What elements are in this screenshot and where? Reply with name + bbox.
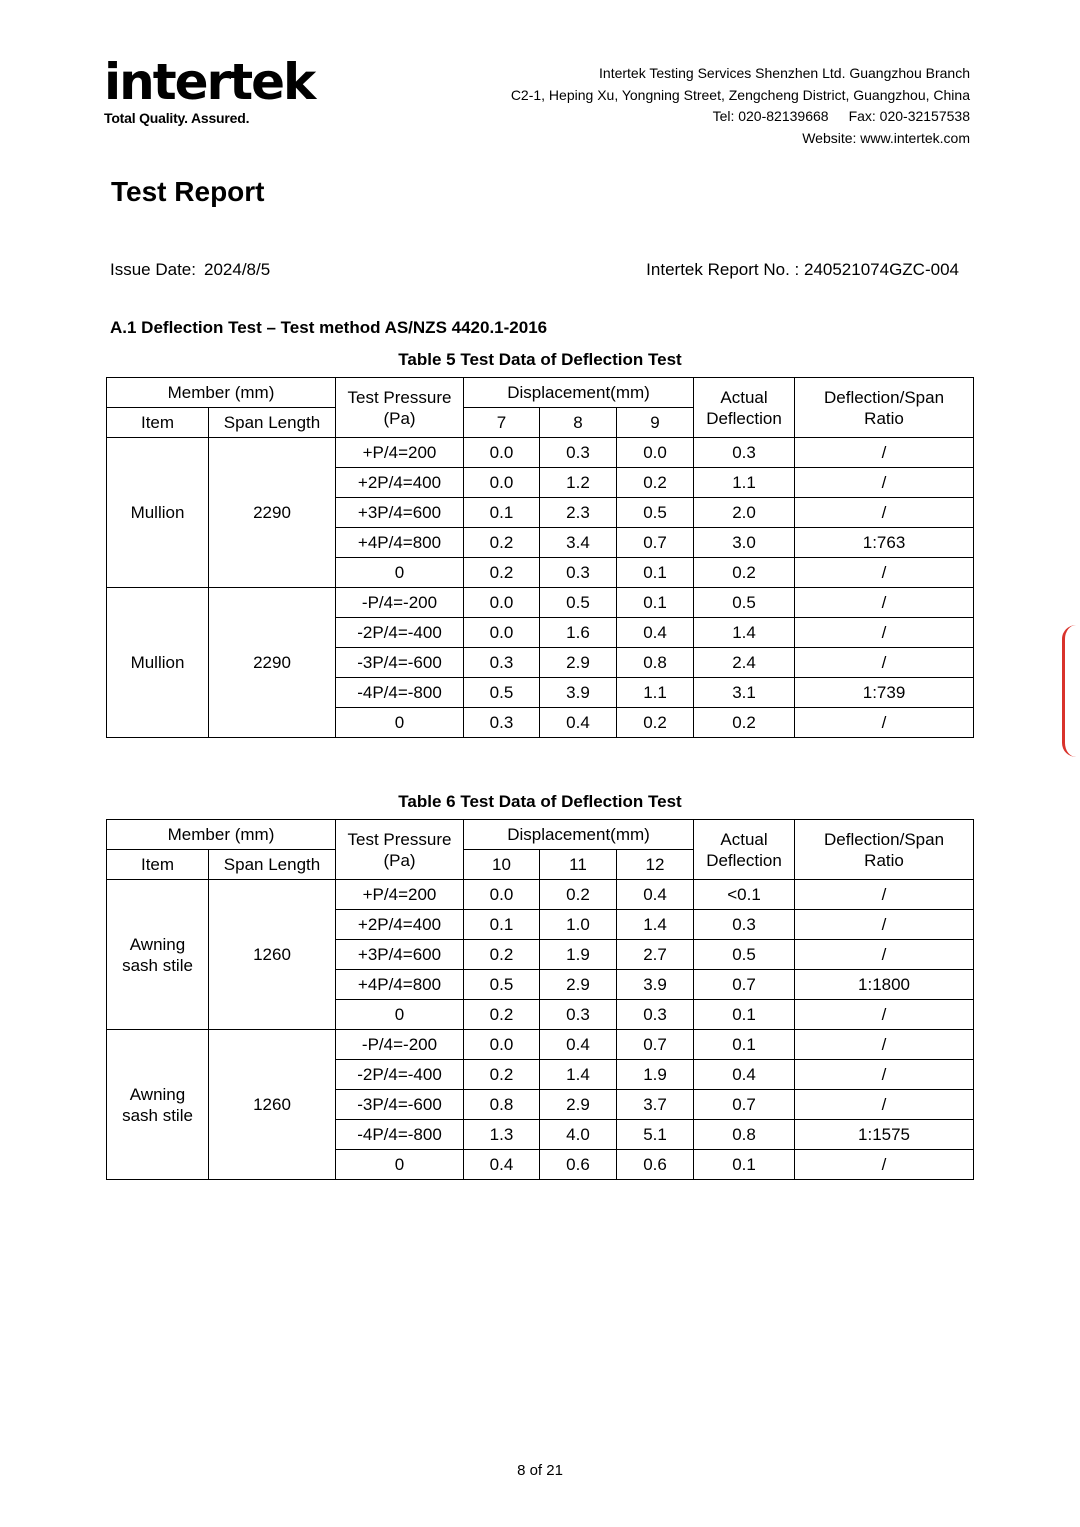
actual-deflection-cell: 1.1 bbox=[694, 468, 795, 498]
displacement-cell: 3.9 bbox=[617, 970, 694, 1000]
displacement-cell: 0.3 bbox=[617, 1000, 694, 1030]
displacement-cell: 0.0 bbox=[464, 1030, 540, 1060]
ratio-cell: / bbox=[795, 940, 974, 970]
pressure-cell: 0 bbox=[336, 1150, 464, 1180]
pressure-cell: -2P/4=-400 bbox=[336, 1060, 464, 1090]
pressure-unit-label: (Pa) bbox=[383, 408, 416, 428]
actual-label: Actual bbox=[720, 829, 768, 849]
company-name: Intertek Testing Services Shenzhen Ltd. Guangzhou Branch bbox=[599, 65, 970, 81]
table-row bbox=[107, 1030, 974, 1060]
displacement-cell: 0.0 bbox=[464, 588, 540, 618]
actual-deflection-cell: 3.0 bbox=[694, 528, 795, 558]
ratio-cell: / bbox=[795, 468, 974, 498]
displacement-cell: 0.3 bbox=[464, 648, 540, 678]
intertek-logo bbox=[104, 53, 315, 126]
displacement-cell: 0.1 bbox=[617, 588, 694, 618]
displacement-cell: 0.5 bbox=[540, 588, 617, 618]
displacement-cell: 5.1 bbox=[617, 1120, 694, 1150]
ratio-cell: / bbox=[795, 558, 974, 588]
actual-deflection-cell: <0.1 bbox=[694, 880, 795, 910]
pressure-cell: -2P/4=-400 bbox=[336, 618, 464, 648]
logo-wordmark: intertek bbox=[104, 53, 315, 111]
point-header: 11 bbox=[540, 850, 617, 880]
report-number-label: Intertek Report No. : bbox=[646, 260, 800, 279]
displacement-cell: 0.7 bbox=[617, 528, 694, 558]
span-length-cell: 1260 bbox=[209, 880, 336, 1030]
deflection-label: Deflection bbox=[706, 850, 782, 870]
header-row bbox=[107, 820, 974, 850]
displacement-cell: 0.0 bbox=[464, 880, 540, 910]
displacement-cell: 0.2 bbox=[464, 1000, 540, 1030]
table5-caption: Table 5 Test Data of Deflection Test bbox=[398, 350, 682, 369]
pressure-cell: -4P/4=-800 bbox=[336, 678, 464, 708]
displacement-cell: 0.7 bbox=[617, 1030, 694, 1060]
member-item-cell: Mullion bbox=[107, 588, 209, 738]
table-row bbox=[107, 438, 974, 468]
span-length-cell: 2290 bbox=[209, 438, 336, 588]
displacement-cell: 2.3 bbox=[540, 498, 617, 528]
span-length-header: Span Length bbox=[209, 850, 336, 880]
displacement-header: Displacement(mm) bbox=[464, 378, 694, 408]
ratio-cell: / bbox=[795, 1150, 974, 1180]
ratio-cell: / bbox=[795, 438, 974, 468]
actual-deflection-cell: 2.4 bbox=[694, 648, 795, 678]
displacement-cell: 1.4 bbox=[540, 1060, 617, 1090]
issue-date-value: 2024/8/5 bbox=[204, 260, 271, 279]
actual-deflection-cell: 1.4 bbox=[694, 618, 795, 648]
displacement-cell: 0.0 bbox=[464, 618, 540, 648]
member-item-cell: Awning sash stile bbox=[107, 880, 209, 1030]
displacement-cell: 0.1 bbox=[617, 558, 694, 588]
actual-deflection-cell: 0.5 bbox=[694, 940, 795, 970]
issue-date-label: Issue Date: bbox=[110, 260, 196, 279]
displacement-cell: 0.5 bbox=[617, 498, 694, 528]
actual-label: Actual bbox=[720, 387, 768, 407]
ratio-cell: 1:1800 bbox=[795, 970, 974, 1000]
displacement-cell: 0.4 bbox=[617, 618, 694, 648]
displacement-cell: 2.9 bbox=[540, 1090, 617, 1120]
report-number-value: 240521074GZC-004 bbox=[803, 260, 959, 279]
displacement-cell: 0.4 bbox=[540, 708, 617, 738]
pressure-cell: 0 bbox=[336, 558, 464, 588]
actual-deflection-cell: 0.3 bbox=[694, 438, 795, 468]
page-number: 8 of 21 bbox=[517, 1462, 563, 1479]
displacement-cell: 1.9 bbox=[540, 940, 617, 970]
page-title: Test Report bbox=[111, 176, 265, 207]
displacement-cell: 1.6 bbox=[540, 618, 617, 648]
displacement-cell: 0.5 bbox=[464, 970, 540, 1000]
company-tel: Tel: 020-82139668 bbox=[712, 108, 829, 124]
actual-deflection-cell: 0.3 bbox=[694, 910, 795, 940]
ratio-cell: / bbox=[795, 588, 974, 618]
ratio-label-bottom: Ratio bbox=[864, 850, 904, 870]
point-header: 7 bbox=[464, 408, 540, 438]
ratio-cell: / bbox=[795, 708, 974, 738]
ratio-header bbox=[795, 378, 974, 438]
displacement-cell: 1.2 bbox=[540, 468, 617, 498]
displacement-cell: 4.0 bbox=[540, 1120, 617, 1150]
displacement-cell: 0.6 bbox=[617, 1150, 694, 1180]
displacement-cell: 1.4 bbox=[617, 910, 694, 940]
point-header: 9 bbox=[617, 408, 694, 438]
displacement-cell: 0.0 bbox=[464, 468, 540, 498]
report-number bbox=[646, 260, 959, 280]
actual-deflection-cell: 0.7 bbox=[694, 970, 795, 1000]
actual-deflection-cell: 0.1 bbox=[694, 1000, 795, 1030]
company-website: Website: www.intertek.com bbox=[802, 129, 970, 146]
displacement-cell: 2.9 bbox=[540, 970, 617, 1000]
actual-deflection-cell: 3.1 bbox=[694, 678, 795, 708]
ratio-cell: 1:763 bbox=[795, 528, 974, 558]
displacement-cell: 3.7 bbox=[617, 1090, 694, 1120]
displacement-cell: 0.8 bbox=[617, 648, 694, 678]
seal-stamp-icon bbox=[1062, 625, 1080, 757]
displacement-cell: 2.9 bbox=[540, 648, 617, 678]
actual-deflection-cell: 0.2 bbox=[694, 558, 795, 588]
ratio-cell: / bbox=[795, 498, 974, 528]
pressure-cell: -3P/4=-600 bbox=[336, 648, 464, 678]
company-info bbox=[511, 63, 970, 149]
span-length-cell: 1260 bbox=[209, 1030, 336, 1180]
ratio-label-top: Deflection/Span bbox=[824, 387, 945, 407]
span-length-cell: 2290 bbox=[209, 588, 336, 738]
actual-deflection-header bbox=[694, 378, 795, 438]
pressure-cell: +4P/4=800 bbox=[336, 528, 464, 558]
test-pressure-label: Test Pressure bbox=[347, 829, 452, 849]
displacement-cell: 0.5 bbox=[464, 678, 540, 708]
deflection-label: Deflection bbox=[706, 408, 782, 428]
displacement-cell: 0.2 bbox=[464, 1060, 540, 1090]
ratio-cell: / bbox=[795, 910, 974, 940]
pressure-cell: 0 bbox=[336, 1000, 464, 1030]
ratio-cell: / bbox=[795, 1000, 974, 1030]
ratio-cell: / bbox=[795, 1090, 974, 1120]
ratio-cell: / bbox=[795, 880, 974, 910]
issue-date bbox=[110, 260, 270, 280]
actual-deflection-cell: 2.0 bbox=[694, 498, 795, 528]
displacement-cell: 3.4 bbox=[540, 528, 617, 558]
pressure-cell: -3P/4=-600 bbox=[336, 1090, 464, 1120]
displacement-cell: 0.0 bbox=[617, 438, 694, 468]
member-header: Member (mm) bbox=[107, 820, 336, 850]
section-title: A.1 Deflection Test – Test method AS/NZS 4420.1-2016 bbox=[110, 318, 548, 337]
actual-deflection-cell: 0.2 bbox=[694, 708, 795, 738]
ratio-label-bottom: Ratio bbox=[864, 408, 904, 428]
pressure-cell: -4P/4=-800 bbox=[336, 1120, 464, 1150]
displacement-cell: 0.8 bbox=[464, 1090, 540, 1120]
pressure-cell: +P/4=200 bbox=[336, 438, 464, 468]
displacement-header: Displacement(mm) bbox=[464, 820, 694, 850]
displacement-cell: 0.0 bbox=[464, 438, 540, 468]
point-header: 12 bbox=[617, 850, 694, 880]
displacement-cell: 1.0 bbox=[540, 910, 617, 940]
displacement-cell: 0.4 bbox=[617, 880, 694, 910]
table-row bbox=[107, 880, 974, 910]
displacement-cell: 0.2 bbox=[617, 468, 694, 498]
item-header: Item bbox=[107, 408, 209, 438]
logo-tagline: Total Quality. Assured. bbox=[104, 110, 250, 126]
actual-deflection-cell: 0.1 bbox=[694, 1030, 795, 1060]
ratio-cell: / bbox=[795, 1060, 974, 1090]
displacement-cell: 1.1 bbox=[617, 678, 694, 708]
pressure-cell: +2P/4=400 bbox=[336, 910, 464, 940]
table6-caption: Table 6 Test Data of Deflection Test bbox=[398, 792, 682, 811]
company-address: C2-1, Heping Xu, Yongning Street, Zengcheng District, Guangzhou, China bbox=[510, 86, 970, 103]
pressure-cell: -P/4=-200 bbox=[336, 588, 464, 618]
pressure-unit-label: (Pa) bbox=[383, 850, 416, 870]
displacement-cell: 0.3 bbox=[540, 438, 617, 468]
displacement-cell: 0.3 bbox=[464, 708, 540, 738]
displacement-cell: 0.1 bbox=[464, 910, 540, 940]
pressure-cell: +3P/4=600 bbox=[336, 498, 464, 528]
ratio-header bbox=[795, 820, 974, 880]
displacement-cell: 0.2 bbox=[464, 940, 540, 970]
test-pressure-header bbox=[336, 820, 464, 880]
displacement-cell: 2.7 bbox=[617, 940, 694, 970]
displacement-cell: 0.1 bbox=[464, 498, 540, 528]
displacement-cell: 0.3 bbox=[540, 1000, 617, 1030]
displacement-cell: 0.2 bbox=[617, 708, 694, 738]
member-header: Member (mm) bbox=[107, 378, 336, 408]
displacement-cell: 1.3 bbox=[464, 1120, 540, 1150]
ratio-label-top: Deflection/Span bbox=[824, 829, 945, 849]
actual-deflection-cell: 0.1 bbox=[694, 1150, 795, 1180]
displacement-cell: 0.2 bbox=[540, 880, 617, 910]
test-pressure-label: Test Pressure bbox=[347, 387, 452, 407]
displacement-cell: 0.4 bbox=[464, 1150, 540, 1180]
pressure-cell: +2P/4=400 bbox=[336, 468, 464, 498]
test-pressure-header bbox=[336, 378, 464, 438]
displacement-cell: 0.6 bbox=[540, 1150, 617, 1180]
displacement-cell: 0.2 bbox=[464, 528, 540, 558]
company-contact bbox=[511, 106, 970, 128]
pressure-cell: +P/4=200 bbox=[336, 880, 464, 910]
displacement-cell: 3.9 bbox=[540, 678, 617, 708]
ratio-cell: / bbox=[795, 1030, 974, 1060]
ratio-cell: / bbox=[795, 648, 974, 678]
displacement-cell: 0.4 bbox=[540, 1030, 617, 1060]
header-row bbox=[107, 378, 974, 408]
point-header: 10 bbox=[464, 850, 540, 880]
displacement-cell: 0.2 bbox=[464, 558, 540, 588]
item-header: Item bbox=[107, 850, 209, 880]
pressure-cell: +4P/4=800 bbox=[336, 970, 464, 1000]
table6 bbox=[106, 819, 974, 1180]
actual-deflection-cell: 0.4 bbox=[694, 1060, 795, 1090]
displacement-cell: 0.3 bbox=[540, 558, 617, 588]
displacement-cell: 1.9 bbox=[617, 1060, 694, 1090]
pressure-cell: +3P/4=600 bbox=[336, 940, 464, 970]
member-item-cell: Awning sash stile bbox=[107, 1030, 209, 1180]
actual-deflection-cell: 0.8 bbox=[694, 1120, 795, 1150]
company-fax: Fax: 020-32157538 bbox=[848, 108, 970, 124]
table-row bbox=[107, 588, 974, 618]
ratio-cell: 1:1575 bbox=[795, 1120, 974, 1150]
table5 bbox=[106, 377, 974, 738]
ratio-cell: 1:739 bbox=[795, 678, 974, 708]
span-length-header: Span Length bbox=[209, 408, 336, 438]
point-header: 8 bbox=[540, 408, 617, 438]
actual-deflection-header bbox=[694, 820, 795, 880]
pressure-cell: -P/4=-200 bbox=[336, 1030, 464, 1060]
pressure-cell: 0 bbox=[336, 708, 464, 738]
member-item-cell: Mullion bbox=[107, 438, 209, 588]
ratio-cell: / bbox=[795, 618, 974, 648]
actual-deflection-cell: 0.5 bbox=[694, 588, 795, 618]
actual-deflection-cell: 0.7 bbox=[694, 1090, 795, 1120]
